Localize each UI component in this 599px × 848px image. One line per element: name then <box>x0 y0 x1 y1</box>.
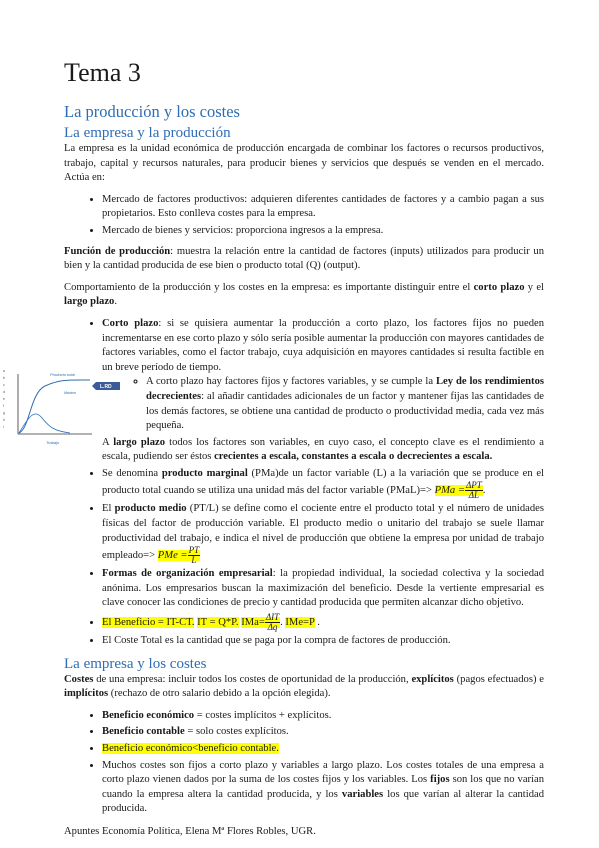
svg-text:e: e <box>3 397 5 401</box>
list-beneficios <box>64 709 544 817</box>
section-heading: La producción y los costes <box>64 102 240 121</box>
footer-credit: Apuntes Economía Política, Elena Mª Flores Robles, UGR. <box>64 825 316 837</box>
equation-pma: PMa = $\frac{\text{ΔPT}}{\Delta L}$ <box>434 480 482 501</box>
document-page <box>64 58 544 847</box>
paragraph-funcion: Función de producción: muestra la relación entre la cantidad de factores (inputs) utilizados para producir un bien y la cantidad producida de ese bien o producto total (Q) (output). <box>64 245 545 272</box>
list-item-marginal: • Se denomina producto marginal (PMa)de un factor variable (L) a la variación que se produce en el producto total cuando se utiliza una unidad más del factor variable (PMaL)=> PMa = $\frac{\text{ΔPT}}{\Delta L}$ . <box>102 467 544 501</box>
list-item-corto: • Corto plazo: si se quisiera aumentar la producción a corto plazo, los factores fijos no pueden incrementarse en ese corto plazo y sólo sería posible aumentar la producción con mayores cantidades de factores variables, como el factor trabajo, cuya adquisición en mayores cantidades si resulta factible en un breve período de tiempo. ◦ A corto plazo hay factores fijos y factores variables, y se cumple la Ley de los rendimientos decrecientes: al añadir cantidades adicionales de un factor y mantener fijas las cantidades de los demás factores, se obtiene una cantidad de producto o productividad media, cada vez más pequeña. <box>102 317 544 434</box>
lrd-label: L.RD <box>100 384 112 390</box>
page-title: Tema 3 <box>64 58 141 87</box>
list-item: • Beneficio económico = costes implícitos + explícitos. <box>102 709 544 724</box>
marginal-curve <box>19 414 70 433</box>
paragraph-comportamiento: Comportamiento de la producción y los costes en la empresa: es importante distinguir entre el corto plazo y el largo plazo. <box>64 281 544 308</box>
equation-ima: IMa= $\frac{\text{ΔIT}}{\Delta q}$ <box>241 612 280 633</box>
paragraph-empresa: La empresa es la unidad económica de producción encargada de combinar los factores o recursos productivos, trabajo, capital y recursos naturales, para producir bienes y servicios que después se venden en el mercado. Actúa en: <box>64 143 544 184</box>
svg-text:c: c <box>3 383 5 387</box>
list-item-formas: • Formas de organización empresarial: la propiedad individual, la sociedad colectiva y la sociedad anónima. Los empresarios buscan la maximización del beneficio. Desde la vertiente empresarial es clave conocer las condiciones de precio y cantidad producida que permiten alcanzar dicho objetivo. <box>102 567 544 611</box>
list-plazos <box>64 317 544 434</box>
svg-text:d: d <box>3 390 5 394</box>
list-mercados <box>64 193 544 239</box>
svg-text:h: h <box>3 418 5 422</box>
list-productos <box>64 467 544 649</box>
list-item: • Mercado de factores productivos: adquieren diferentes cantidades de factores y a cambio pagan a sus propietarios. Esto conlleva costes para la empresa. <box>102 193 544 222</box>
label-total: Producto total <box>50 372 75 377</box>
list-item-medio: • El producto medio (PT/L) se define como el cociente entre el producto total y el número de unidades físicas del factor de producción variable. El producto medio o unitario del trabajo se suele llamar productividad del trabajo, e indica el nivel de producción que obtiene la empresa por unidad de trabajo empleado=> PMe = $\frac{PT}{L}$ <box>102 502 544 565</box>
equation-pme: PMe = $\frac{PT}{L}$ <box>157 545 200 566</box>
svg-text:b: b <box>3 376 5 380</box>
list-item-coste-total: • El Coste Total es la cantidad que se paga por la compra de factores de producción. <box>102 634 544 649</box>
list-item-beneficio: • El Beneficio = IT-CT. IT = Q*P. IMa= $\frac{\text{ΔIT}}{\Delta q}$ . IMe=P . <box>102 613 544 632</box>
subsection-heading-empresa: La empresa y la producción <box>64 125 231 141</box>
list-item-muchos: • Muchos costes son fijos a corto plazo y variables a largo plazo. Los costes totales de una empresa a corto plazo vienen dados por la suma de los costes fijos y los variables. Los fijos son los que no varían cuando la empresa altera la cantidad producida, y los variables los que varían al alterar la cantidad producida. <box>102 759 544 817</box>
svg-text:i: i <box>3 425 4 429</box>
subsection-heading-costes: La empresa y los costes <box>64 655 207 672</box>
y-axis-letters <box>3 369 5 429</box>
svg-text:a: a <box>3 369 5 373</box>
paragraph-largo: A largo plazo todos los factores son variables, en cuyo caso, el concepto clave es el rendimiento a escala, pudiendo ser éstos crecientes a escala, constantes a escala o decrecientes a escala. <box>102 436 544 463</box>
list-item: • Mercado de bienes y servicios: proporciona ingresos a la empresa. <box>102 224 544 239</box>
sub-list <box>102 375 544 433</box>
term-funcion: Función de producción <box>64 245 171 257</box>
paragraph-costes: Costes de una empresa: incluir todos los costes de oportunidad de la producción, explícitos (pagos efectuados) e implícitos (rechazo de otro salario debido a la opción elegida). <box>64 673 544 700</box>
label-trabajo: Trabajo <box>46 440 60 445</box>
svg-text:f: f <box>3 404 4 408</box>
label-max: Máximo <box>64 391 77 395</box>
sub-list-item: ◦ A corto plazo hay factores fijos y factores variables, y se cumple la Ley de los rendimientos decrecientes: al añadir cantidades adicionales de un factor y mantener fijas las cantidades de los demás factores, se obtiene una cantidad de producto o productividad media, cada vez más pequeña. <box>146 375 544 433</box>
svg-text:g: g <box>3 411 5 415</box>
list-item-highlight: • Beneficio económico<beneficio contable. <box>102 742 544 757</box>
list-item: • Beneficio contable = solo costes explícitos. <box>102 725 544 740</box>
